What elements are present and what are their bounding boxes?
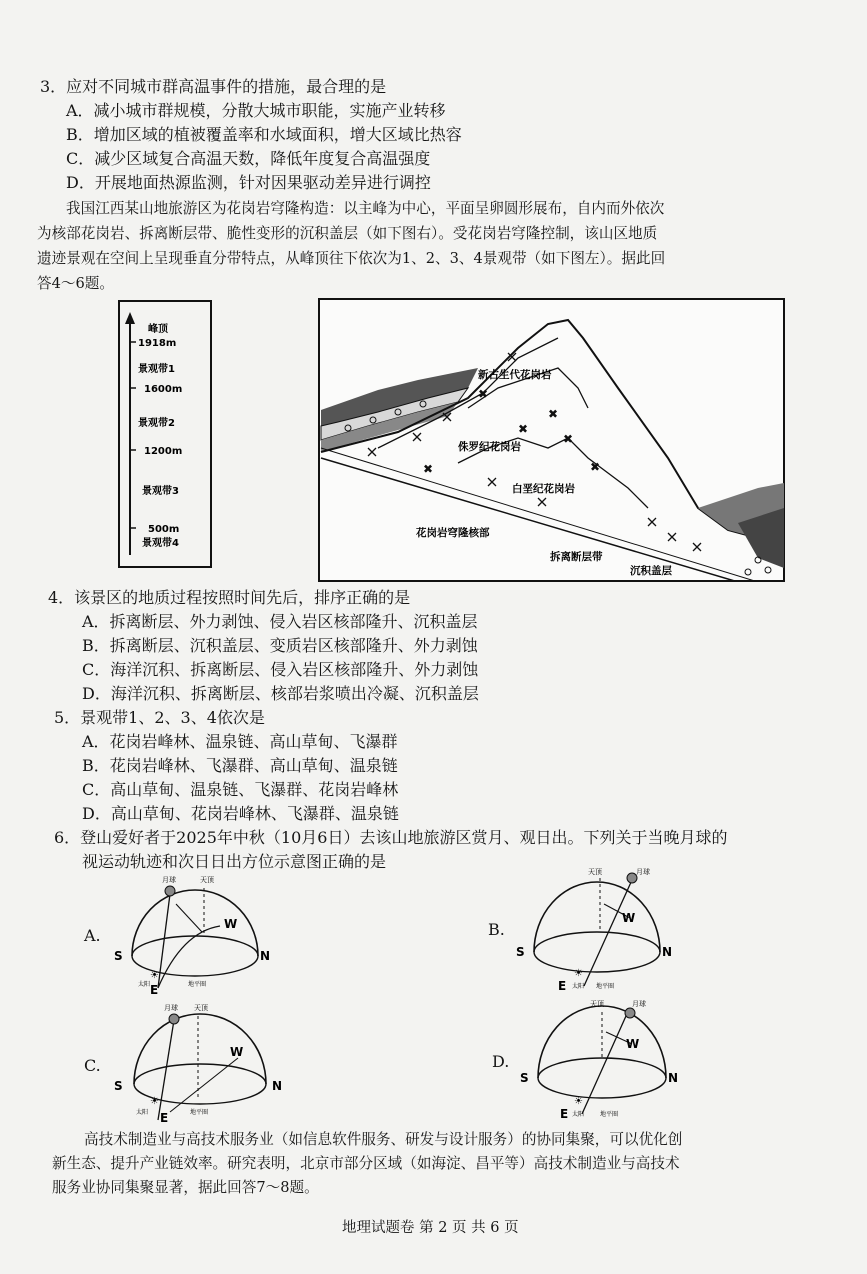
height-1918-label: 1918m xyxy=(138,338,177,349)
passage1-line1: 我国江西某山地旅游区为花岗岩穹隆构造：以主峰为中心，平面呈卵圆形展布，自内而外依次 xyxy=(66,200,665,217)
moon-label-a: 月球 xyxy=(162,876,176,884)
zenith-label-b: 天顶 xyxy=(588,868,602,876)
sediment-cover-label: 沉积盖层 xyxy=(630,565,672,577)
sun-icon-b: ☀ xyxy=(574,968,583,979)
diagram-a-label: A. xyxy=(84,926,101,945)
q3-option-d: D．开展地面热源监测，针对因果驱动差异进行调控 xyxy=(66,173,431,192)
q5-option-b: B．花岗岩峰林、飞瀑群、高山草甸、温泉链 xyxy=(82,756,398,775)
band4-label: 景观带4 xyxy=(142,538,179,549)
sun-label-c: 太阳 xyxy=(136,1109,149,1116)
q4-stem: 4．该景区的地质过程按照时间先后，排序正确的是 xyxy=(48,588,411,607)
sun-label-a: 太阳 xyxy=(138,981,151,988)
q3-stem: 3．应对不同城市群高温事件的措施，最合理的是 xyxy=(40,77,387,96)
dome-core-label: 花岗岩穹隆核部 xyxy=(416,527,490,539)
n-label-b: N xyxy=(662,945,673,959)
neo-granite-label: 新古生代花岗岩 xyxy=(478,369,552,381)
w-label-c: W xyxy=(230,1045,244,1059)
e-label-d: E xyxy=(560,1107,569,1120)
e-label-b: E xyxy=(558,979,567,993)
passage1-line3: 遗迹景观在空间上呈现垂直分带特点，从峰顶往下依次为1、2、3、4景观带（如下图左）。据此回 xyxy=(37,250,666,267)
svg-text:✖: ✖ xyxy=(563,432,574,446)
q6-stem-line2: 视运动轨迹和次日日出方位示意图正确的是 xyxy=(82,852,387,871)
diagram-c xyxy=(110,1000,290,1124)
moon-label-c: 月球 xyxy=(164,1004,178,1012)
svg-text:✖: ✖ xyxy=(423,462,434,476)
svg-text:✖: ✖ xyxy=(590,460,601,474)
peak-label: 峰顶 xyxy=(148,324,168,335)
q3-option-a: A．减小城市群规模，分散大城市职能，实施产业转移 xyxy=(66,101,446,120)
passage2-line2: 新生态、提升产业链效率。研究表明，北京市部分区域（如海淀、昌平等）高技术制造业与高技术 xyxy=(52,1155,680,1172)
q4-option-a: A．拆离断层、外力剥蚀、侵入岩区核部隆升、沉积盖层 xyxy=(82,612,478,631)
band2-label: 景观带2 xyxy=(138,418,175,429)
q4-option-b: B．拆离断层、沉积盖层、变质岩区核部隆升、外力剥蚀 xyxy=(82,636,478,655)
e-label-a: E xyxy=(150,983,159,994)
diagram-c-label: C. xyxy=(84,1056,101,1075)
passage1-line2: 为核部花岗岩、拆离断层带、脆性变形的沉积盖层（如下图右）。受花岗岩穹隆控制，该山区地质 xyxy=(37,225,658,242)
n-label-a: N xyxy=(260,949,271,963)
svg-text:✖: ✖ xyxy=(518,422,529,436)
page-footer: 地理试题卷 第 2 页 共 6 页 xyxy=(342,1220,519,1236)
s-label-b: S xyxy=(516,945,525,959)
diagram-a xyxy=(110,874,280,994)
horizon-label-d: 地平圈 xyxy=(600,1111,619,1118)
sun-icon-a: ☀ xyxy=(150,970,159,981)
w-label-a: W xyxy=(224,917,238,931)
sun-label-d: 太阳 xyxy=(572,1111,585,1118)
passage2-line1: 高技术制造业与高技术服务业（如信息软件服务、研发与设计服务）的协同集聚，可以优化创 xyxy=(84,1131,683,1148)
horizon-label-b: 地平圈 xyxy=(596,983,615,990)
q3-option-b: B．增加区域的植被覆盖率和水域面积，增大区域比热容 xyxy=(66,125,462,144)
height-500-label: 500m xyxy=(148,524,180,535)
band1-label: 景观带1 xyxy=(138,364,175,375)
q5-stem: 5．景观带1、2、3、4依次是 xyxy=(54,708,265,727)
moon-label-d: 月球 xyxy=(632,1000,646,1008)
moon-label-b: 月球 xyxy=(636,868,650,876)
q4-option-c: C．海洋沉积、拆离断层、侵入岩区核部隆升、外力剥蚀 xyxy=(82,660,479,679)
e-label-c: E xyxy=(160,1111,169,1124)
passage1-line4: 答4～6题。 xyxy=(37,275,114,292)
s-label-c: S xyxy=(114,1079,123,1093)
diagram-d-label: D. xyxy=(492,1052,510,1071)
q5-option-d: D．高山草甸、花岗岩峰林、飞瀑群、温泉链 xyxy=(82,804,399,823)
horizon-label-a: 地平圈 xyxy=(188,981,207,988)
zenith-label-a: 天顶 xyxy=(200,876,214,884)
zenith-label-d: 天顶 xyxy=(590,1000,604,1008)
s-label-d: S xyxy=(520,1071,529,1085)
sun-icon-d: ☀ xyxy=(574,1096,583,1107)
detachment-fault-label: 拆离断层带 xyxy=(550,551,603,563)
svg-text:✖: ✖ xyxy=(548,407,559,421)
sun-label-b: 太阳 xyxy=(572,983,585,990)
svg-text:✖: ✖ xyxy=(478,387,489,401)
sun-icon-c: ☀ xyxy=(150,1096,159,1107)
horizon-label-c: 地平圈 xyxy=(190,1109,209,1116)
s-label-a: S xyxy=(114,949,123,963)
q5-option-a: A．花岗岩峰林、温泉链、高山草甸、飞瀑群 xyxy=(82,732,398,751)
diagram-b-label: B. xyxy=(488,920,505,939)
q6-stem-line1: 6．登山爱好者于2025年中秋（10月6日）去该山地旅游区赏月、观日出。下列关于当晚月球的 xyxy=(54,828,728,847)
height-1200-label: 1200m xyxy=(144,446,183,457)
granite-dome-figure xyxy=(318,298,785,582)
diagram-b xyxy=(512,864,682,994)
height-1600-label: 1600m xyxy=(144,384,183,395)
q5-option-c: C．高山草甸、温泉链、飞瀑群、花岗岩峰林 xyxy=(82,780,399,799)
q3-option-c: C．减少区域复合高温天数，降低年度复合高温强度 xyxy=(66,149,431,168)
diagram-d xyxy=(516,996,688,1120)
cretaceous-granite-label: 白垩纪花岗岩 xyxy=(512,483,575,495)
landscape-band-figure xyxy=(118,300,212,568)
n-label-d: N xyxy=(668,1071,679,1085)
passage2-line3: 服务业协同集聚显著，据此回答7～8题。 xyxy=(52,1179,319,1196)
w-label-d: W xyxy=(626,1037,640,1051)
q4-option-d: D．海洋沉积、拆离断层、核部岩浆喷出冷凝、沉积盖层 xyxy=(82,684,479,703)
zenith-label-c: 天顶 xyxy=(194,1004,208,1012)
band3-label: 景观带3 xyxy=(142,486,179,497)
n-label-c: N xyxy=(272,1079,283,1093)
jurassic-granite-label: 侏罗纪花岗岩 xyxy=(458,441,521,453)
w-label-b: W xyxy=(622,911,636,925)
